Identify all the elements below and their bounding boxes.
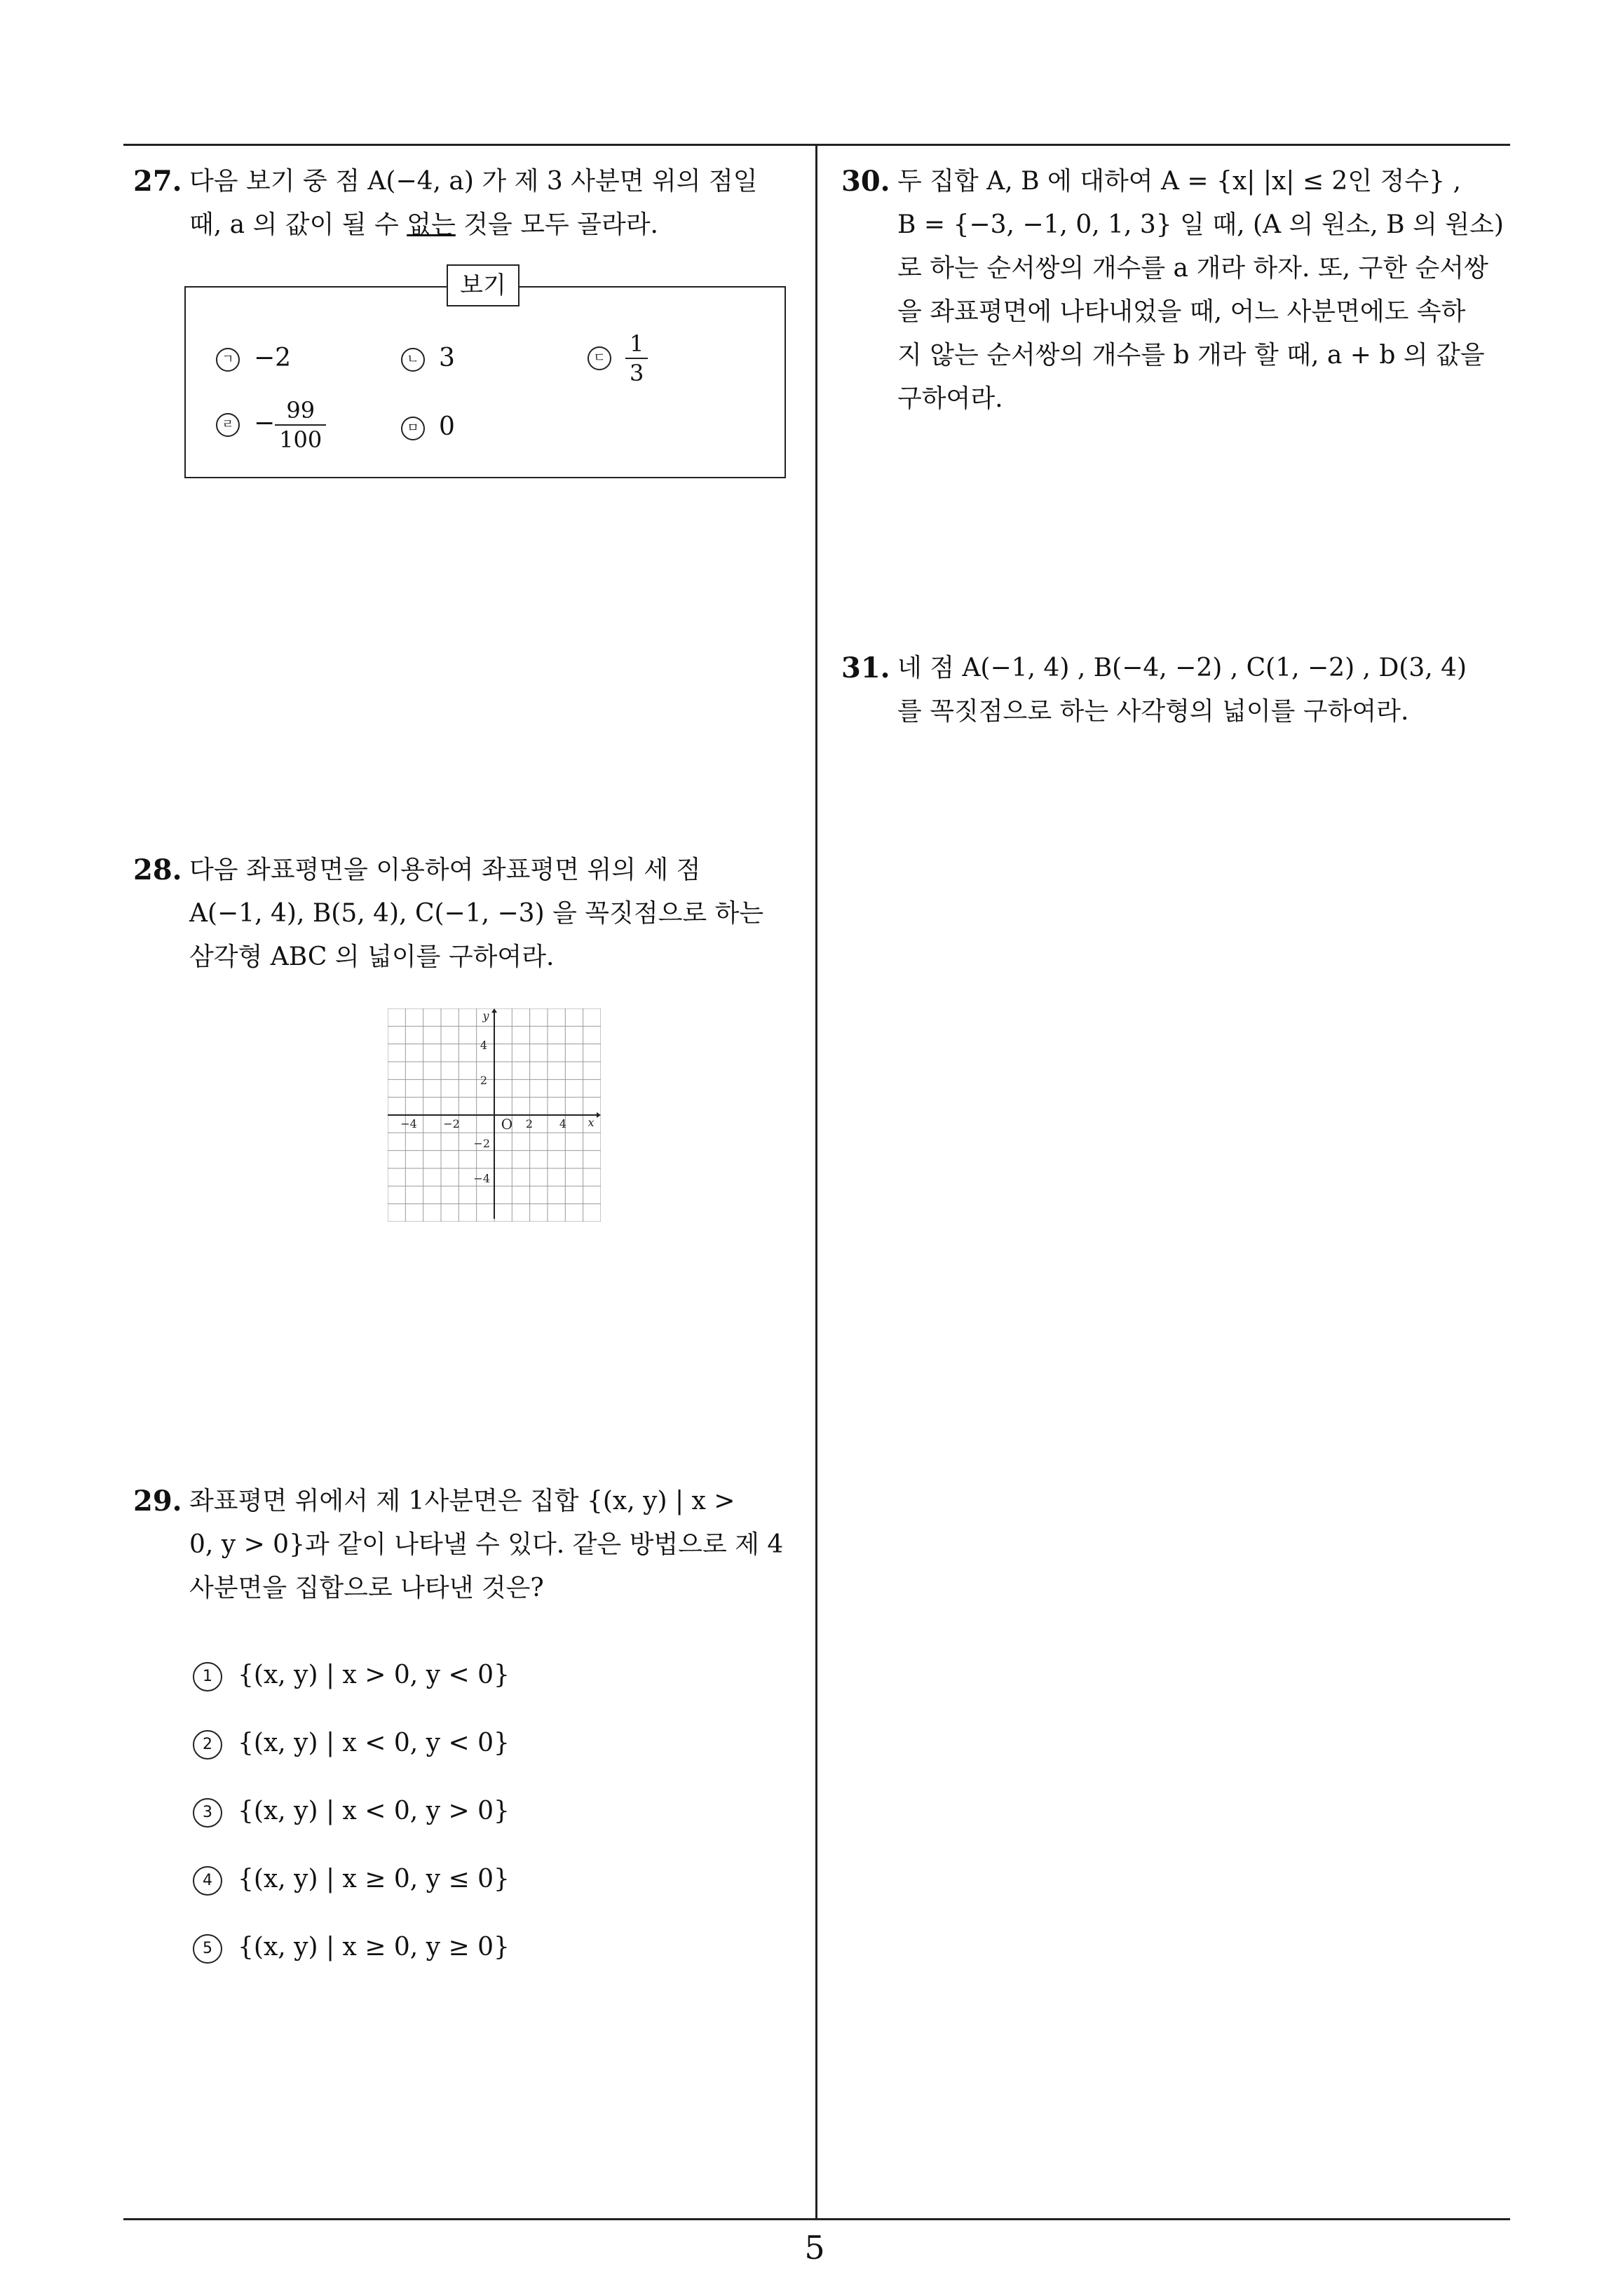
circled-mark-icon: ㄴ <box>401 348 425 372</box>
question-text-line: 사분면을 집합으로 나타낸 것은? <box>189 1574 544 1602</box>
answer-choice-5[interactable]: 5 {(x, y) | x ≥ 0, y ≥ 0} <box>193 1933 510 1964</box>
question-text-line: 0, y > 0}과 같이 나타낼 수 있다. 같은 방법으로 제 4 <box>189 1530 784 1559</box>
question-text-line: 로 하는 순서쌍의 개수를 a 개라 하자. 또, 구한 순서쌍 <box>897 254 1488 283</box>
question-text-line: B = {−3, −1, 0, 1, 3} 일 때, (A 의 원소, B 의 원소) <box>897 210 1504 239</box>
choice-number-icon: 1 <box>193 1662 222 1691</box>
coordinate-grid <box>388 1008 601 1222</box>
question-text-line: 다음 보기 중 점 A(−4, a) 가 제 3 사분면 위의 점일 <box>189 167 758 196</box>
x-tick-label: 2 <box>525 1117 534 1130</box>
answer-choice-2[interactable]: 2 {(x, y) | x < 0, y < 0} <box>193 1729 510 1760</box>
x-tick-label: −2 <box>443 1117 460 1130</box>
y-tick-label: −2 <box>473 1137 490 1150</box>
x-axis-arrow-icon <box>597 1112 601 1118</box>
bogi-item: ㄹ − $\frac{99}{100}$ <box>216 396 326 454</box>
question-text-line: A(−1, 4), B(5, 4), C(−1, −3) 을 꼭짓점으로 하는 <box>189 899 764 928</box>
choice-number-icon: 3 <box>193 1798 222 1828</box>
bogi-item: ㄱ −2 <box>216 344 291 372</box>
question-number: 29. <box>133 1485 182 1518</box>
question-text-line: 다음 좌표평면을 이용하여 좌표평면 위의 세 점 <box>189 856 701 884</box>
answer-choice-4[interactable]: 4 {(x, y) | x ≥ 0, y ≤ 0} <box>193 1865 510 1896</box>
origin-label: O <box>501 1116 513 1133</box>
question-31 <box>841 647 1514 734</box>
bottom-rule <box>123 2218 1510 2220</box>
y-tick-label: 4 <box>480 1039 487 1052</box>
question-29 <box>133 1480 806 1610</box>
bogi-title: 보기 <box>447 264 520 306</box>
fraction: $\frac{99}{100}$ <box>275 396 326 454</box>
y-axis-arrow-icon <box>491 1008 497 1013</box>
question-number: 27. <box>133 165 182 198</box>
x-axis-label: x <box>588 1116 595 1129</box>
y-tick-label: −4 <box>473 1172 490 1185</box>
question-text-line: 좌표평면 위에서 제 1사분면은 집합 {(x, y) | x > <box>189 1487 735 1515</box>
fraction: $\frac{1}{3}$ <box>625 330 648 387</box>
question-number: 28. <box>133 853 182 886</box>
choice-number-icon: 4 <box>193 1866 222 1896</box>
circled-mark-icon: ㅁ <box>401 417 425 440</box>
question-number: 30. <box>841 165 890 198</box>
y-axis-label: y <box>482 1009 489 1022</box>
question-28 <box>133 849 806 979</box>
question-text-line: 지 않는 순서쌍의 개수를 b 개라 할 때, a + b 의 값을 <box>897 341 1485 370</box>
choice-number-icon: 5 <box>193 1934 222 1964</box>
underlined-word: 없는 <box>407 210 456 239</box>
question-text-line: 삼각형 ABC 의 넓이를 구하여라. <box>189 943 555 971</box>
x-tick-label: 4 <box>559 1117 567 1130</box>
question-27 <box>133 160 806 247</box>
page-number: 5 <box>804 2229 825 2267</box>
bogi-item: ㄴ 3 <box>401 344 455 372</box>
choice-number-icon: 2 <box>193 1730 222 1760</box>
answer-choice-3[interactable]: 3 {(x, y) | x < 0, y > 0} <box>193 1797 510 1828</box>
bogi-item <box>588 330 648 387</box>
x-tick-label: −4 <box>400 1117 417 1130</box>
question-text-line: 두 집합 A, B 에 대하여 A = {x| |x| ≤ 2인 정수} , <box>897 167 1461 196</box>
question-text-line: 때, a 의 값이 될 수 없는 것을 모두 골라라. <box>189 210 659 239</box>
question-text-line: 를 꼭짓점으로 하는 사각형의 넓이를 구하여라. <box>897 697 1409 726</box>
answer-choice-1[interactable]: 1 {(x, y) | x > 0, y < 0} <box>193 1661 510 1691</box>
circled-mark-icon: ㄹ <box>216 413 240 437</box>
question-text-line: 을 좌표평면에 나타내었을 때, 어느 사분면에도 속하 <box>897 297 1466 326</box>
question-number: 31. <box>841 651 890 684</box>
question-text-line: 구하여라. <box>897 384 1003 413</box>
circled-mark-icon: ㄱ <box>216 348 240 372</box>
question-30 <box>841 160 1514 421</box>
bogi-item: ㅁ 0 <box>401 412 455 441</box>
column-divider <box>815 144 817 2220</box>
question-text-line: 네 점 A(−1, 4) , B(−4, −2) , C(1, −2) , D(3, 4) <box>897 654 1467 682</box>
y-tick-label: 2 <box>480 1074 487 1087</box>
circled-mark-icon: ㄷ <box>588 346 611 370</box>
